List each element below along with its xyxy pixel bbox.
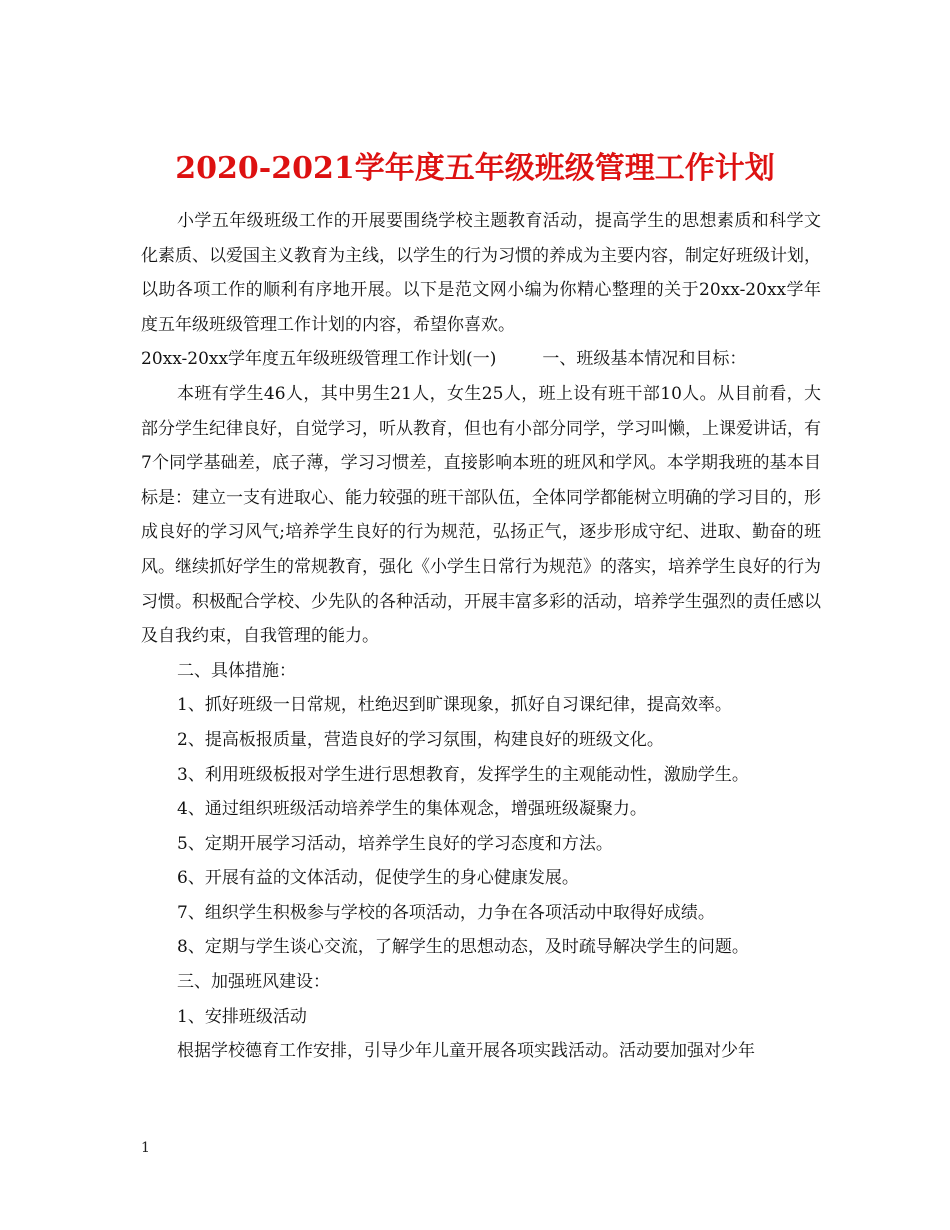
document-body — [141, 204, 821, 1069]
measure-item: 2、提高板报质量，营造良好的学习氛围，构建良好的班级文化。 — [177, 729, 664, 750]
intro-paragraph: 小学五年级班级工作的开展要围绕学校主题教育活动，提高学生的思想素质和科学文化素质、以爱国主义教育为主线，以学生的行为习惯的养成为主要内容，制定好班级计划，以助各项工作的顺利有序地开展。以下是范文网小编为你精心整理的关于20xx-20xx学年度五年级班级管理工作计划的内容，希望你喜欢。 — [141, 211, 821, 335]
measure-item: 3、利用班级板报对学生进行思想教育，发挥学生的主观能动性，激励学生。 — [177, 764, 749, 785]
section1-paragraph: 本班有学生46人，其中男生21人，女生25人，班上设有班干部10人。从目前看，大部分学生纪律良好，自觉学习，听从教育，但也有小部分同学，学习叫懒，上课爱讲话，有7个同学基础差，底子薄，学习习惯差，直接影响本班的班风和学风。本学期我班的基本目标是：建立一支有进取心、能力较强的班干部队伍，全体同学都能树立明确的学习目的，形成良好的学习风气;培养学生良好的行为规范，弘扬正气，逐步形成守纪、进取、勤奋的班风。继续抓好学生的常规教育，强化《小学生日常行为规范》的落实，培养学生良好的行为习惯。积极配合学校、少先队的各种活动，开展丰富多彩的活动，培养学生强烈的责任感以及自我约束，自我管理的能力。 — [141, 383, 821, 647]
measure-item: 6、开展有益的文体活动，促使学生的身心健康发展。 — [177, 868, 579, 889]
measure-item: 7、组织学生积极参与学校的各项活动，力争在各项活动中取得好成绩。 — [177, 902, 715, 923]
measure-item: 5、定期开展学习活动，培养学生良好的学习态度和方法。 — [177, 833, 613, 854]
page-number: 1 — [141, 1140, 150, 1156]
section3-item-paragraph: 根据学校德育工作安排，引导少年儿童开展各项实践活动。活动要加强对少年 — [177, 1041, 755, 1062]
section1-heading: 一、班级基本情况和目标： — [542, 349, 747, 370]
measure-item: 8、定期与学生谈心交流，了解学生的思想动态，及时疏导解决学生的问题。 — [177, 937, 749, 958]
measure-item: 4、通过组织班级活动培养学生的集体观念，增强班级凝聚力。 — [177, 799, 647, 820]
section3-heading: 三、加强班风建设： — [177, 972, 330, 993]
section3-item: 1、安排班级活动 — [177, 1006, 307, 1027]
section2-heading: 二、具体措施： — [177, 660, 296, 681]
measure-item: 1、抓好班级一日常规，杜绝迟到旷课现象，抓好自习课纪律，提高效率。 — [177, 695, 732, 716]
subtitle-line — [141, 342, 821, 377]
document-title: 2020-2021学年度五年级班级管理工作计划 — [175, 151, 775, 187]
subtitle: 20xx-20xx学年度五年级班级管理工作计划(一) — [141, 349, 497, 370]
